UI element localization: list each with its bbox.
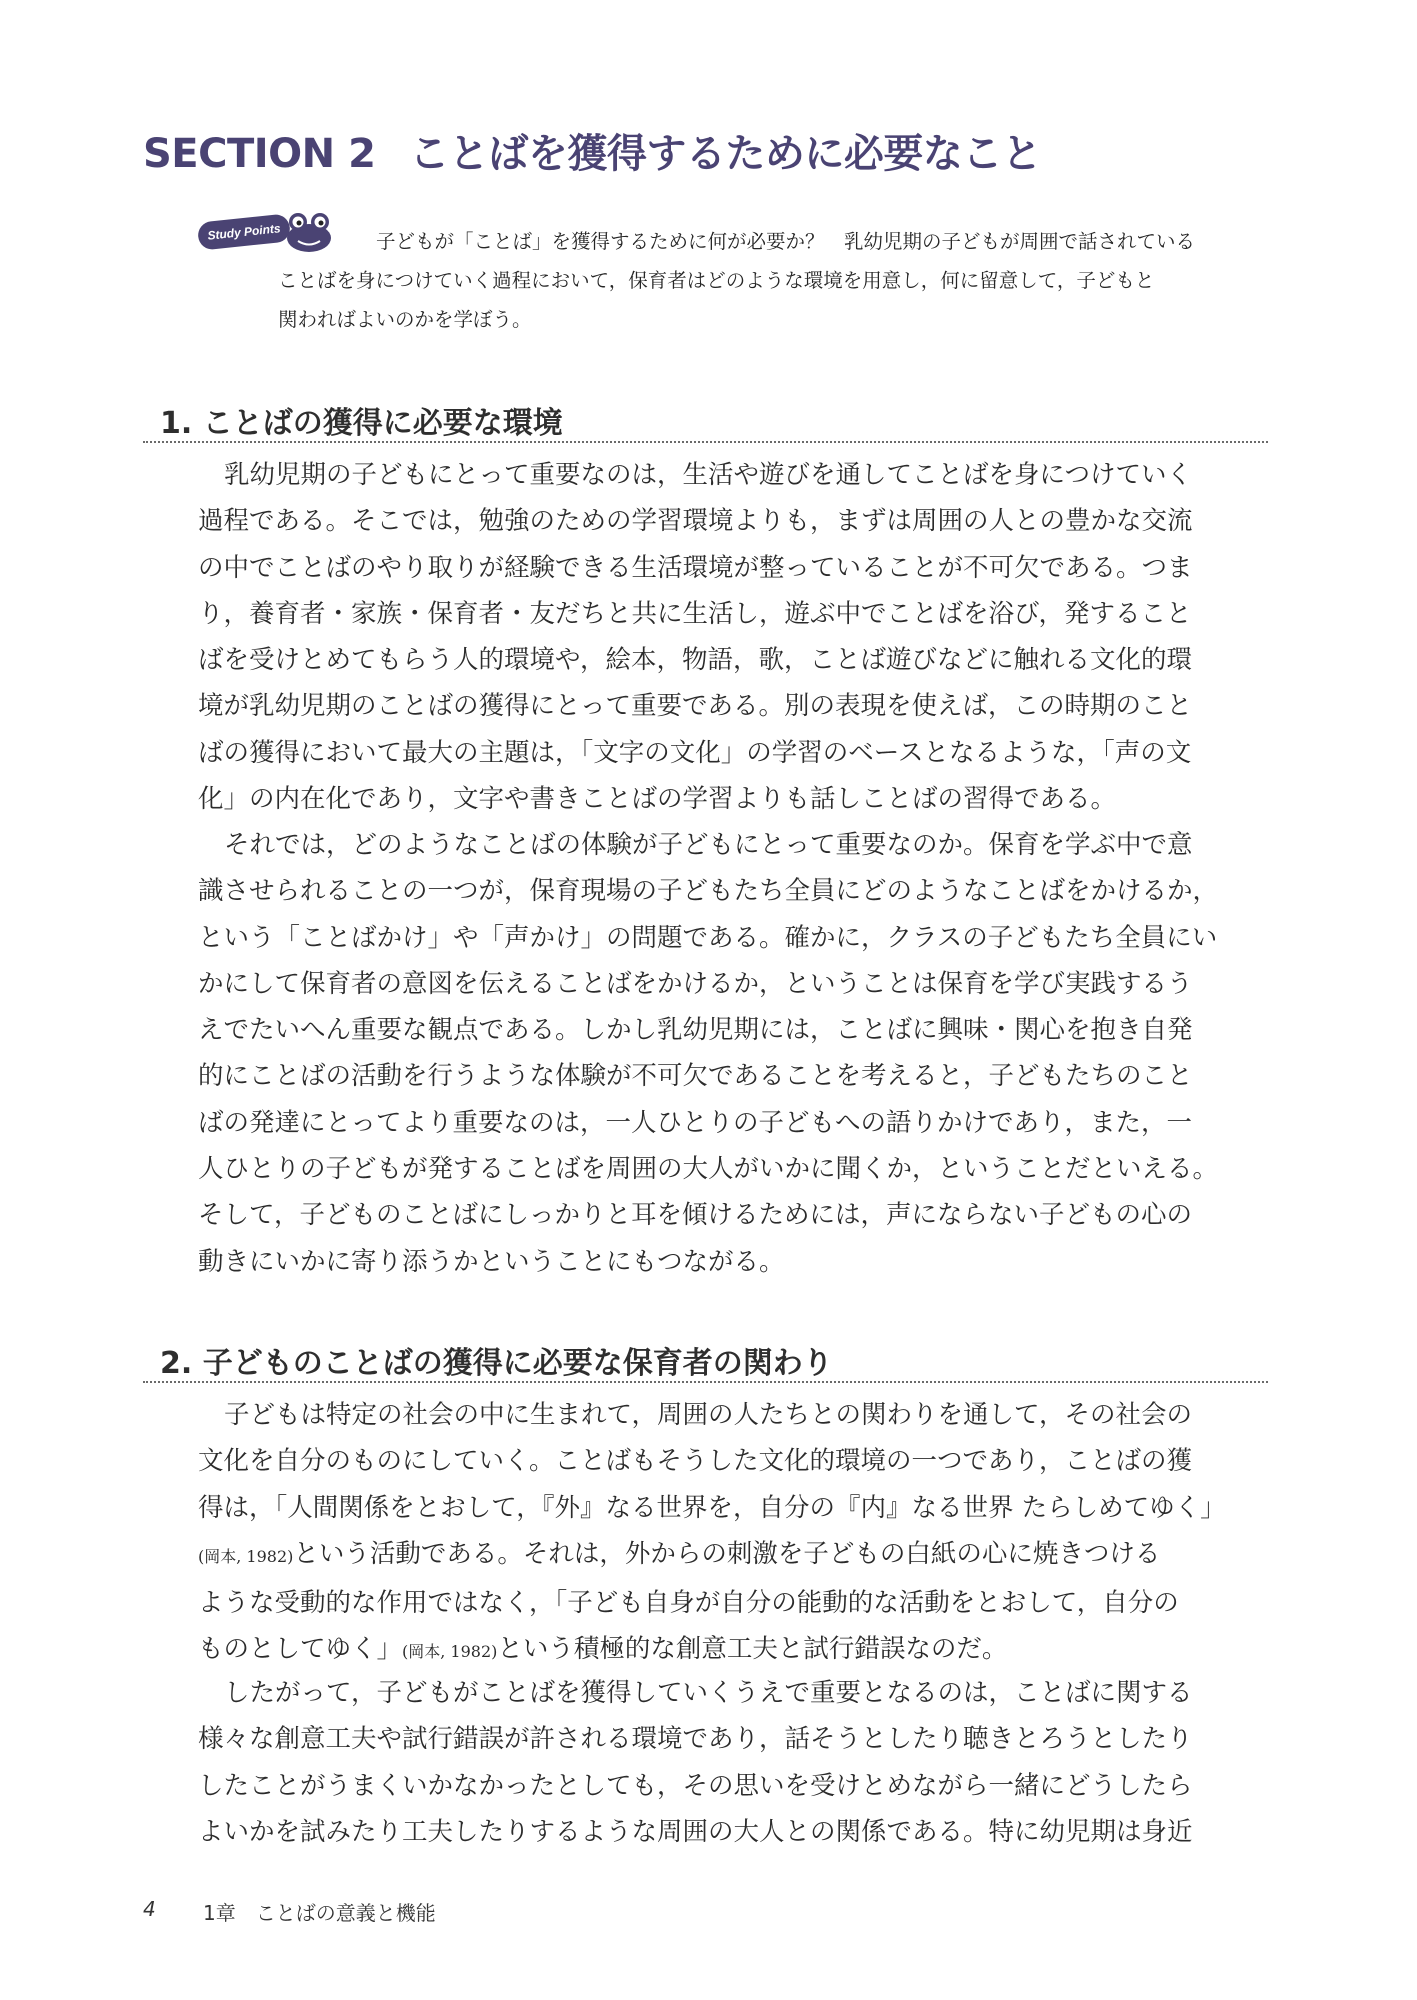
text-line: ような受動的な作用ではなく，「子ども自身が自分の能動的な活動をとおして，自分の — [198, 1588, 1179, 1619]
citation: (岡本, 1982) — [402, 1642, 498, 1662]
paragraph-s1-1 — [198, 452, 1278, 822]
text-line: り，養育者・家族・保育者・友だちと共に生活し，遊ぶ中でことばを浴び，発すること — [198, 598, 1192, 629]
heading-1: 1. ことばの獲得に必要な環境 — [160, 406, 563, 441]
text-line: 文化を自分のものにしていく。ことばもそうした文化的環境の一つであり，ことばの獲 — [198, 1446, 1192, 1477]
text-line: 的にことばの活動を行うような体験が不可欠であることを考えると，子どもたちのこと — [198, 1061, 1193, 1092]
heading-2: 2. 子どものことばの獲得に必要な保育者の関わり — [160, 1346, 833, 1381]
text-line: 様々な創意工夫や試行錯誤が許される環境であり，話そうとしたり聴きとろうとしたり — [198, 1724, 1193, 1755]
text-line: 人ひとりの子どもが発することばを周囲の大人がいかに聞くか，ということだといえる。 — [198, 1154, 1219, 1185]
text-line: それでは，どのようなことばの体験が子どもにとって重要なのか。保育を学ぶ中で意 — [224, 830, 1193, 860]
text-segment: ものとしてゆく」 — [198, 1634, 403, 1665]
text-line: よいかを試みたり工夫したりするような周囲の大人との関係である。特に幼児期は身近 — [198, 1816, 1193, 1847]
text-line: したことがうまくいかなかったとしても，その思いを受けとめながら一緒にどうしたら — [198, 1770, 1193, 1801]
text-line: ばの発達にとってより重要なのは，一人ひとりの子どもへの語りかけであり，また，一 — [198, 1107, 1192, 1138]
heading-rule — [143, 441, 1268, 443]
text-line: 過程である。そこでは，勉強のための学習環境よりも，まずは周囲の人との豊かな交流 — [198, 506, 1193, 537]
text-line: 境が乳幼児期のことばの獲得にとって重要である。別の表現を使えば，この時期のこと — [198, 691, 1192, 722]
text-line: 乳幼児期の子どもにとって重要なのは，生活や遊びを通してことばを身につけていく — [224, 460, 1192, 490]
study-points-text — [278, 222, 1278, 339]
text-line: したがって，子どもがことばを獲得していくうえで重要となるのは，ことばに関する — [224, 1678, 1193, 1708]
paragraph-s1-2 — [198, 822, 1278, 1285]
heading-rule — [143, 1381, 1268, 1383]
text-line — [198, 1626, 1278, 1675]
text-line: かにして保育者の意図を伝えることばをかけるか，ということは保育を学び実践するう — [198, 968, 1193, 999]
study-line: ことばを身につけていく過程において，保育者はどのような環境を用意し，何に留意して，子どもと — [278, 269, 1155, 292]
study-points-badge: Study Points — [197, 213, 291, 250]
text-line: という「ことばかけ」や「声かけ」の問題である。確かに，クラスの子どもたち全員にい — [198, 922, 1218, 953]
text-line: 得は，「人間関係をとおして，『外』なる世界を，自分の『内』なる世界 たらしめてゆく」 — [198, 1492, 1226, 1523]
page-number: 4 — [143, 1897, 156, 1921]
section-title — [143, 122, 1343, 179]
study-line: 子どもが「ことば」を獲得するために何が必要か？ 乳幼児期の子どもが周囲で話されている — [376, 230, 1196, 253]
section-number: SECTION 2 — [143, 131, 376, 177]
text-line: 子どもは特定の社会の中に生まれて，周囲の人たちとの関わりを通して，その社会の — [224, 1400, 1192, 1430]
text-line: 動きにいかに寄り添うかということにもつながる。 — [198, 1246, 785, 1277]
chapter-title: 1章 ことばの意義と機能 — [203, 1901, 436, 1925]
citation: (岡本, 1982) — [198, 1546, 294, 1566]
text-line: の中でことばのやり取りが経験できる生活環境が整っていることが不可欠である。つま — [198, 552, 1193, 583]
text-line: えでたいへん重要な観点である。しかし乳幼児期には，ことばに興味・関心を抱き自発 — [198, 1015, 1193, 1046]
page-footer — [143, 1897, 436, 1925]
text-segment: という活動である。それは，外からの刺激を子どもの白紙の心に焼きつける — [293, 1538, 1161, 1569]
text-line: 化」の内在化であり，文字や書きことばの学習よりも話しことばの習得である。 — [198, 784, 1117, 815]
study-line: 関わればよいのかを学ぼう。 — [278, 308, 532, 331]
paragraph-s2-2 — [198, 1670, 1278, 1855]
text-segment: という積極的な創意工夫と試行錯誤なのだ。 — [497, 1634, 1008, 1665]
text-line: ばを受けとめてもらう人的環境や，絵本，物語，歌，ことば遊びなどに触れる文化的環 — [198, 645, 1192, 676]
text-line — [198, 1531, 1278, 1580]
paragraph-s2-1 — [198, 1392, 1278, 1676]
text-line: ばの獲得において最大の主題は，「文字の文化」の学習のベースとなるような，「声の文 — [198, 737, 1192, 768]
section-title-text: ことばを獲得するために必要なこと — [409, 131, 1042, 177]
text-line: 識させられることの一つが，保育現場の子どもたち全員にどのようなことばをかけるか， — [198, 876, 1219, 907]
text-line: そして，子どものことばにしっかりと耳を傾けるためには，声にならない子どもの心の — [198, 1200, 1192, 1231]
